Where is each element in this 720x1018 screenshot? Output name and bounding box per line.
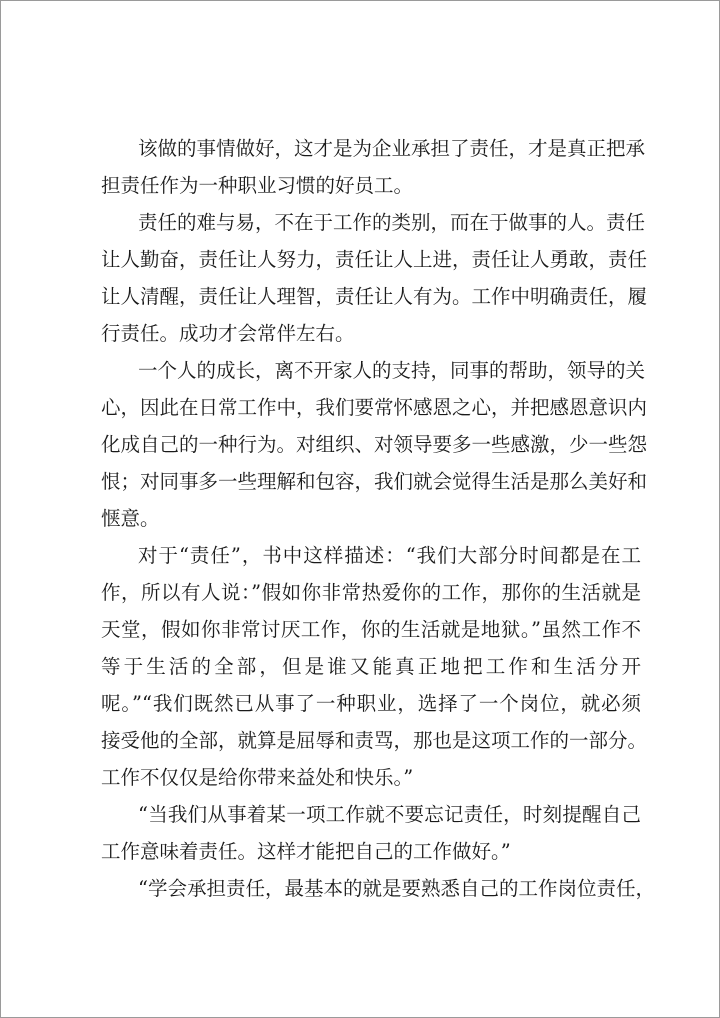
text-line: “当我们从事着某一项工作就不要忘记责任，时刻提醒自己 <box>138 803 641 826</box>
text-line: 担责任作为一种职业习惯的好员工。 <box>101 174 414 197</box>
text-line: 天堂，假如你非常讨厌工作，你的生活就是地狱。”虽然工作不 <box>101 618 641 641</box>
text-line: 心，因此在日常工作中，我们要常怀感恩之心，并把感恩意识内 <box>101 396 648 419</box>
text-line: 工作意味着责任。这样才能把自己的工作做好。” <box>101 840 511 863</box>
text-line: 化成自己的一种行为。对组织、对领导要多一些感激，少一些怨 <box>101 433 648 456</box>
text-line: 该做的事情做好，这才是为企业承担了责任，才是真正把承 <box>138 137 646 160</box>
text-line: 作，所以有人说：”假如你非常热爱你的工作，那你的生活就是 <box>101 581 641 604</box>
text-line: 等于生活的全部，但是谁又能真正地把工作和生活分开 <box>101 655 641 678</box>
text-line: 对于“责任”，书中这样描述：“我们大部分时间都是在工 <box>138 544 641 567</box>
text-line: 一个人的成长，离不开家人的支持，同事的帮助，领导的关 <box>138 359 646 382</box>
text-line: 让人清醒，责任让人理智，责任让人有为。工作中明确责任，履 <box>101 285 648 308</box>
text-line: 惬意。 <box>101 507 160 530</box>
text-line: 接受他的全部，就算是屈辱和责骂，那也是这项工作的一部分。 <box>101 729 648 752</box>
text-line: “学会承担责任，最基本的就是要熟悉自己的工作岗位责任， <box>138 877 655 900</box>
text-line: 责任的难与易，不在于工作的类别，而在于做事的人。责任 <box>138 211 646 234</box>
text-line: 呢。”“我们既然已从事了一种职业，选择了一个岗位，就必须 <box>101 692 641 715</box>
text-line: 恨；对同事多一些理解和包容，我们就会觉得生活是那么美好和 <box>101 470 648 493</box>
text-line: 行责任。成功才会常伴左右。 <box>101 322 355 345</box>
text-line: 工作不仅仅是给你带来益处和快乐。” <box>101 766 414 789</box>
text-line: 让人勤奋，责任让人努力，责任让人上进，责任让人勇敢，责任 <box>101 248 648 271</box>
